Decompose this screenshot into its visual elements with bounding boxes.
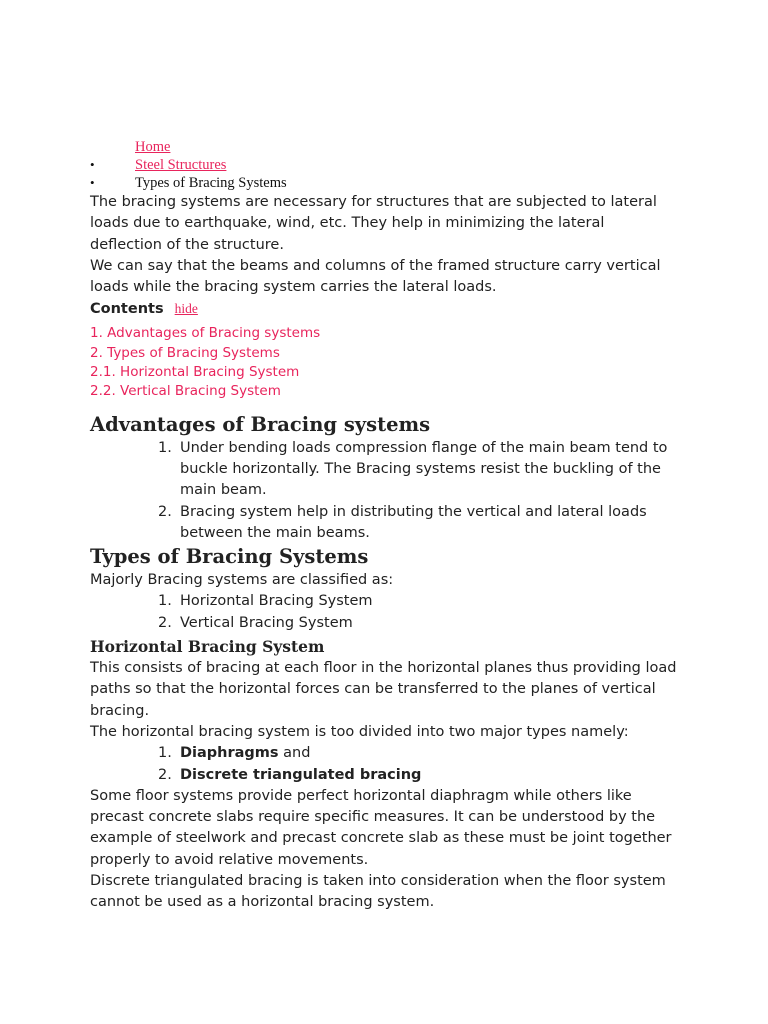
list-text: Bracing system help in distributing the vertical and lateral loads between the main beams. (180, 503, 647, 541)
list-text: Horizontal Bracing System (180, 593, 373, 610)
list-item (90, 613, 680, 634)
list-item (90, 765, 680, 786)
breadcrumb-section-link[interactable]: Steel Structures (135, 157, 227, 173)
intro-paragraph-1: The bracing systems are necessary for structures that are subjected to lateral loads due to earthquake, wind, etc. They help in minimizing the lateral deflection of the structure. (90, 194, 657, 253)
advantages-heading: Advantages of Bracing systems (90, 412, 431, 436)
toc-link-types[interactable]: 2. Types of Bracing Systems (90, 344, 280, 361)
types-list (90, 591, 680, 634)
list-text: and (278, 745, 311, 762)
list-item (90, 743, 680, 764)
list-number: 2. (158, 614, 172, 631)
toc-item[interactable] (90, 363, 680, 382)
toc-title: Contents (90, 301, 164, 318)
toc-link-horizontal[interactable]: 2.1. Horizontal Bracing System (90, 364, 300, 381)
list-item (90, 502, 680, 545)
table-of-contents (90, 324, 680, 401)
advantages-list (90, 438, 680, 544)
list-item (90, 591, 680, 612)
horizontal-paragraph-4: Discrete triangulated bracing is taken into consideration when the floor system cannot be used as a horizontal bracing system. (90, 873, 666, 911)
horizontal-types-list (90, 743, 680, 786)
list-number: 1. (158, 439, 172, 456)
toc-hide-link[interactable]: hide (174, 301, 198, 317)
list-item (90, 438, 680, 502)
types-intro: Majorly Bracing systems are classified as: (90, 572, 394, 589)
toc-header (90, 298, 680, 320)
breadcrumb-item-section (90, 156, 690, 174)
horizontal-paragraph-1: This consists of bracing at each floor in the horizontal planes thus providing load paths so that the horizontal forces can be transferred to the planes of vertical bracing. (90, 660, 677, 719)
breadcrumb-current: Types of Bracing Systems (135, 175, 287, 191)
list-number: 1. (158, 745, 172, 762)
toc-item[interactable] (90, 344, 680, 363)
breadcrumb (90, 138, 690, 192)
toc-item[interactable] (90, 382, 680, 401)
horizontal-paragraph-2: The horizontal bracing system is too divided into two major types namely: (90, 723, 629, 740)
breadcrumb-item-home (90, 138, 690, 156)
list-text: Vertical Bracing System (180, 614, 353, 631)
article-body (90, 192, 680, 914)
types-heading: Types of Bracing Systems (90, 545, 369, 569)
toc-link-vertical[interactable]: 2.2. Vertical Bracing System (90, 383, 281, 400)
breadcrumb-item-current (90, 174, 690, 192)
list-bold-term: Diaphragms (180, 745, 279, 762)
list-number: 2. (158, 766, 172, 783)
list-text: Under bending loads compression flange of the main beam tend to buckle horizontally. The Bracing systems resist the buckling of the main beam. (180, 439, 668, 499)
horizontal-heading: Horizontal Bracing System (90, 637, 325, 657)
list-number: 1. (158, 593, 172, 610)
list-number: 2. (158, 503, 172, 520)
toc-item[interactable] (90, 324, 680, 343)
breadcrumb-home-link[interactable]: Home (135, 139, 171, 155)
toc-link-advantages[interactable]: 1. Advantages of Bracing systems (90, 325, 321, 342)
list-bold-term: Discrete triangulated bracing (180, 766, 422, 783)
intro-paragraph-2: We can say that the beams and columns of the framed structure carry vertical loads while the bracing system carries the lateral loads. (90, 257, 661, 296)
horizontal-paragraph-3: Some floor systems provide perfect horizontal diaphragm while others like precast concrete slabs require specific measures. It can be understood by the example of steelwork and precast concrete slab as these must be joint together properly to avoid relative movements. (90, 787, 672, 868)
